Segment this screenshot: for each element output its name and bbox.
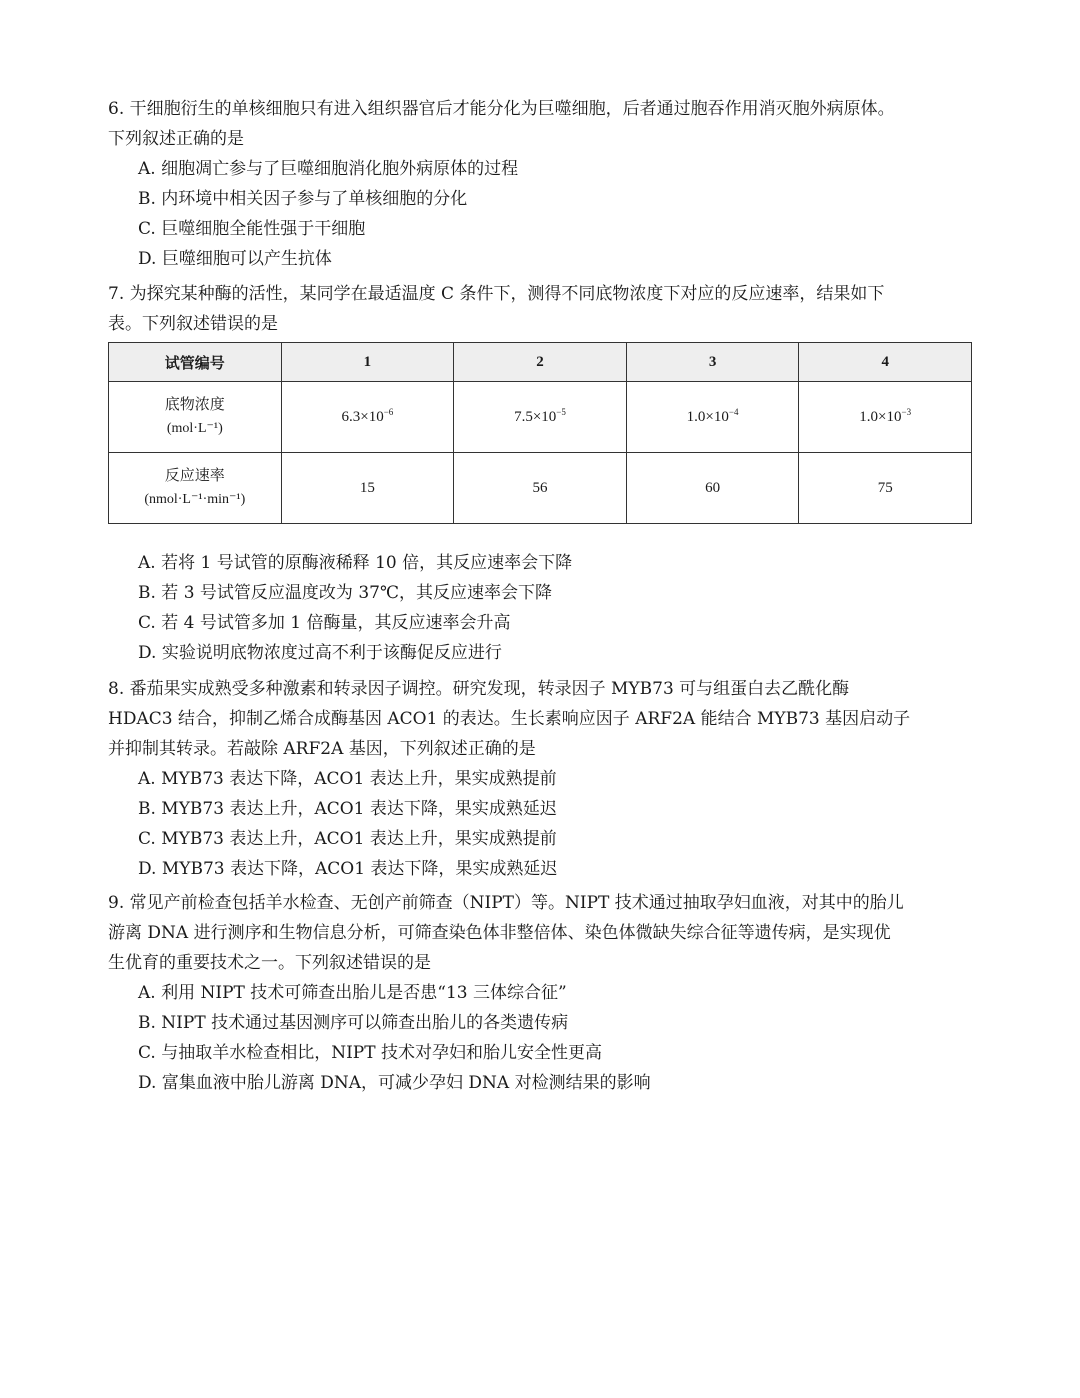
q7-option-d: D. 实验说明底物浓度过高不利于该酶促反应进行: [138, 643, 502, 663]
q9-option-a: A. 利用 NIPT 技术可筛查出胎儿是否患“13 三体综合征”: [138, 983, 567, 1003]
table-header-cell: 3: [626, 343, 799, 382]
q9-stem-line2: 游离 DNA 进行测序和生物信息分析，可筛查染色体非整倍体、染色体微缺失综合征等遗传病，是实现优: [108, 923, 891, 943]
q6-stem-line2: 下列叙述正确的是: [108, 129, 244, 149]
table-row-substrate: [109, 382, 972, 453]
row-label: 底物浓度: [164, 397, 225, 413]
table-cell: [281, 382, 454, 453]
table-header-cell: 2: [454, 343, 627, 382]
q7-stem-line2: 表。下列叙述错误的是: [108, 314, 278, 334]
value-exponent: −3: [901, 406, 912, 417]
q8-option-b: B. MYB73 表达上升，ACO1 表达下降，果实成熟延迟: [138, 799, 557, 819]
table-header-cell: 试管编号: [109, 343, 282, 382]
table-cell: [454, 382, 627, 453]
row-label: 反应速率: [164, 468, 225, 484]
table-cell: 56: [454, 453, 627, 524]
value-base: 1.0×10: [686, 408, 729, 425]
q6-option-b: B. 内环境中相关因子参与了单核细胞的分化: [138, 189, 468, 209]
value-exponent: −5: [556, 406, 566, 417]
value-base: 6.3×10: [341, 408, 384, 425]
table-header-cell: 4: [799, 343, 972, 382]
q8-stem-line3: 并抑制其转录。若敲除 ARF2A 基因，下列叙述正确的是: [108, 739, 536, 759]
q8-option-d: D. MYB73 表达下降，ACO1 表达下降，果实成熟延迟: [138, 859, 558, 879]
question-7: [108, 279, 974, 339]
q7-option-a: A. 若将 1 号试管的原酶液稀释 10 倍，其反应速率会下降: [138, 553, 573, 573]
table-cell: 75: [799, 453, 972, 524]
question-7-options: [108, 548, 974, 668]
q9-stem-line3: 生优育的重要技术之一。下列叙述错误的是: [108, 953, 431, 973]
q9-stem-line1: 9. 常见产前检查包括羊水检查、无创产前筛查（NIPT）等。NIPT 技术通过抽取孕妇血液，对其中的胎儿: [108, 893, 904, 913]
value-base: 7.5×10: [514, 408, 557, 425]
table-cell: [799, 382, 972, 453]
q9-option-b: B. NIPT 技术通过基因测序可以筛查出胎儿的各类遗传病: [138, 1013, 569, 1033]
q7-option-b: B. 若 3 号试管反应温度改为 37℃，其反应速率会下降: [138, 583, 552, 603]
q8-option-c: C. MYB73 表达上升，ACO1 表达上升，果实成熟提前: [138, 829, 557, 849]
q6-option-c: C. 巨噬细胞全能性强于干细胞: [138, 219, 366, 239]
question-8: [108, 674, 974, 884]
value-exponent: −4: [728, 406, 739, 417]
q6-option-a: A. 细胞凋亡参与了巨噬细胞消化胞外病原体的过程: [138, 159, 519, 179]
q9-option-d: D. 富集血液中胎儿游离 DNA，可减少孕妇 DNA 对检测结果的影响: [138, 1073, 651, 1093]
q6-option-d: D. 巨噬细胞可以产生抗体: [138, 249, 332, 269]
table-cell: 60: [626, 453, 799, 524]
value-exponent: −6: [383, 406, 394, 417]
table-header-cell: 1: [281, 343, 454, 382]
enzyme-data-table: [108, 342, 972, 524]
q7-stem-line1: 7. 为探究某种酶的活性，某同学在最适温度 C 条件下，测得不同底物浓度下对应的反应速率，结果如下: [108, 284, 885, 304]
table-header-row: [109, 343, 972, 382]
q9-option-c: C. 与抽取羊水检查相比，NIPT 技术对孕妇和胎儿安全性更高: [138, 1043, 602, 1063]
row-label-cell: [109, 382, 282, 453]
q6-stem-line1: 6. 干细胞衍生的单核细胞只有进入组织器官后才能分化为巨噬细胞，后者通过胞吞作用消灭胞外病原体。: [108, 99, 895, 119]
question-6: [108, 94, 974, 274]
q8-stem-line2: HDAC3 结合，抑制乙烯合成酶基因 ACO1 的表达。生长素响应因子 ARF2A 能结合 MYB73 基因启动子: [108, 709, 911, 729]
value-base: 1.0×10: [859, 408, 902, 425]
row-label-cell: [109, 453, 282, 524]
q7-option-c: C. 若 4 号试管多加 1 倍酶量，其反应速率会升高: [138, 613, 511, 633]
table-cell: 15: [281, 453, 454, 524]
q8-option-a: A. MYB73 表达下降，ACO1 表达上升，果实成熟提前: [138, 769, 557, 789]
question-9: [108, 888, 974, 1098]
row-unit: (nmol·L⁻¹·min⁻¹): [144, 492, 246, 507]
table-row-rate: [109, 453, 972, 524]
table-cell: [626, 382, 799, 453]
q8-stem-line1: 8. 番茄果实成熟受多种激素和转录因子调控。研究发现，转录因子 MYB73 可与组蛋白去乙酰化酶: [108, 679, 850, 699]
row-unit: (mol·L⁻¹): [166, 421, 223, 436]
